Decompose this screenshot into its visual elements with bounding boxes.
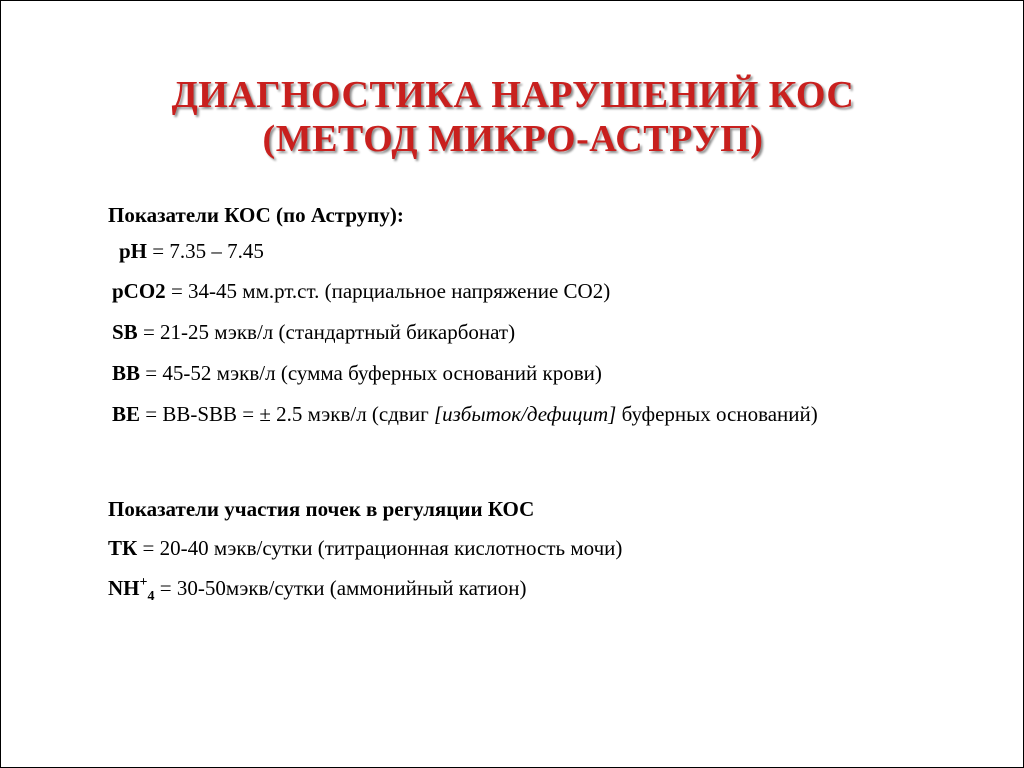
row-nh4: $NH^+_4$ = 30-50мэкв/сутки (аммонийный катион) <box>108 575 527 604</box>
row-tk: ТК = 20-40 мэкв/сутки (титрационная кислотность мочи) <box>108 536 623 560</box>
title-line-1: ДИАГНОСТИКА НАРУШЕНИЙ КОС <box>171 74 855 116</box>
title-line-2: (МЕТОД МИКРО-АСТРУП) <box>262 118 764 160</box>
row-pco2: pCO2 = 34-45 мм.рт.ст. (парциальное напряжение СО2) <box>112 279 611 303</box>
row-bb: BB = 45-52 мэкв/л (сумма буферных оснований крови) <box>112 361 602 385</box>
row-ph: pH = 7.35 – 7.45 <box>119 239 264 263</box>
row-sb: SB = 21-25 мэкв/л (стандартный бикарбонат) <box>112 320 516 344</box>
section2-heading: Показатели участия почек в регуляции КОС <box>108 497 535 521</box>
section1-heading: Показатели КОС (по Аструпу): <box>108 203 404 227</box>
row-be: BE = BB-SBB = ± 2.5 мэкв/л (сдвиг [избыток/дефицит] буферных оснований) <box>112 402 818 426</box>
slide-title <box>1 73 1024 161</box>
